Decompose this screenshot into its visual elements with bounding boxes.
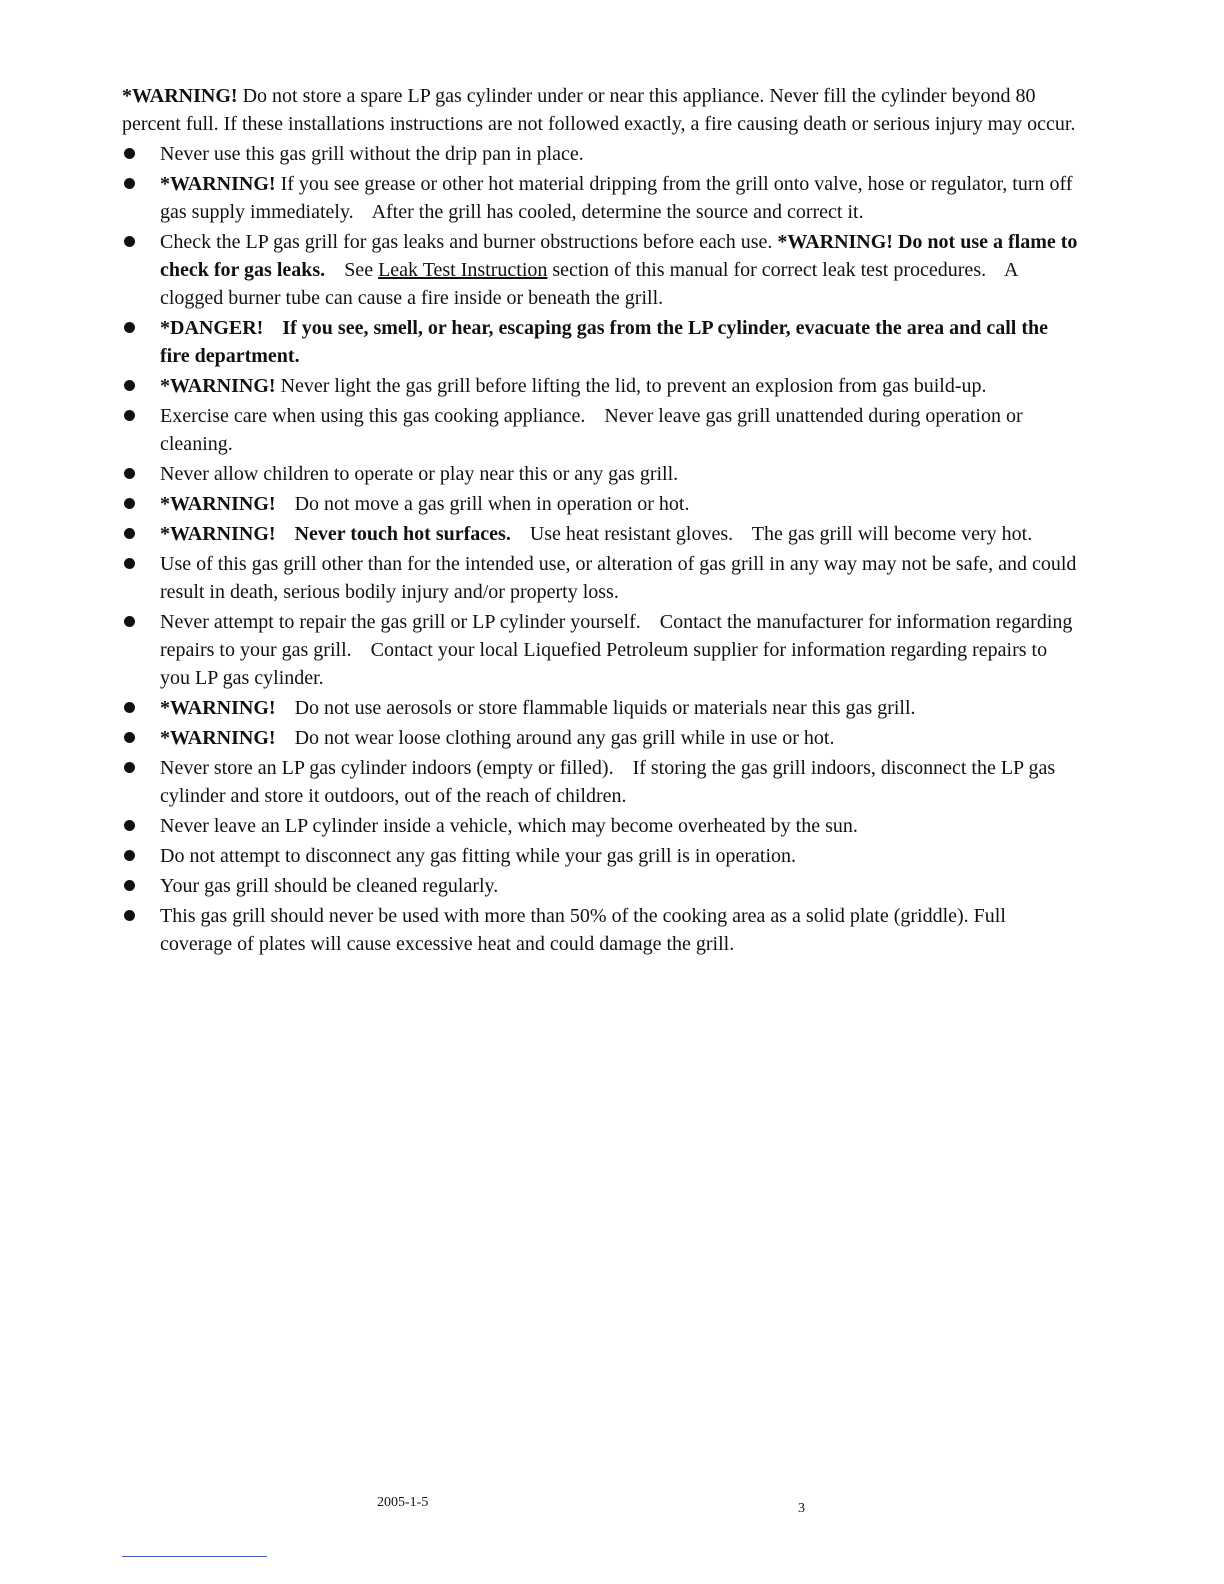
item-text: If you see grease or other hot material dripping from the grill onto valve, hose or regulator, turn off gas supply immediately. [160, 173, 1073, 223]
bullet-icon [124, 616, 135, 627]
list-item [122, 608, 1082, 692]
warning-label: *WARNING! [160, 375, 276, 397]
list-item [122, 694, 1082, 722]
danger-text: If you see, smell, or hear, escaping gas from the LP cylinder, evacuate the area and call the fire department. [160, 317, 1049, 367]
danger-label: *DANGER! [160, 317, 264, 339]
bullet-icon [124, 880, 135, 891]
item-text: Exercise care when using this gas cooking appliance. [160, 405, 586, 427]
footer-date: 2005-1-5 [377, 1495, 429, 1510]
list-item [122, 550, 1082, 606]
list-item [122, 520, 1082, 548]
bullet-icon [124, 910, 135, 921]
item-text: Never allow children to operate or play near this or any gas grill. [160, 463, 679, 485]
bullet-icon [124, 322, 135, 333]
item-text: The gas grill will become very hot. [751, 523, 1033, 545]
warning-label: *WARNING! [160, 697, 276, 719]
warning-label: *WARNING! [160, 523, 276, 545]
bullet-icon [124, 732, 135, 743]
item-text: Never light the gas grill before lifting the lid, to prevent an explosion from gas build-up. [280, 375, 987, 397]
item-text: Never leave an LP cylinder inside a vehicle, which may become overheated by the sun. [160, 815, 858, 837]
list-item [122, 872, 1082, 900]
item-text: Never leave gas grill unattended during operation or cleaning. [160, 405, 1023, 455]
list-item [122, 170, 1082, 226]
item-text: Never use this gas grill without the drip pan in place. [160, 143, 584, 165]
item-text: Do not attempt to disconnect any gas fitting while your gas grill is in operation. [160, 845, 796, 867]
warning-label: *WARNING! [160, 727, 276, 749]
item-text: Use heat resistant gloves. [529, 523, 734, 545]
item-text: A clogged burner tube can cause a fire inside or beneath the grill. [160, 259, 1018, 309]
list-item [122, 460, 1082, 488]
bullet-icon [124, 410, 135, 421]
item-text: Contact your local Liquefied Petroleum supplier for information regarding repairs to you LP gas cylinder. [160, 639, 1048, 689]
bullet-icon [124, 558, 135, 569]
list-item [122, 842, 1082, 870]
item-text: Check the LP gas grill for gas leaks and burner obstructions before each use. [160, 231, 773, 253]
bullet-icon [124, 236, 135, 247]
bullet-icon [124, 380, 135, 391]
bullet-icon [124, 702, 135, 713]
warning-label: *WARNING! [160, 173, 276, 195]
item-text: Never store an LP gas cylinder indoors (empty or filled). [160, 757, 614, 779]
item-text: section of this manual for correct leak test procedures. [552, 259, 987, 281]
bullet-icon [124, 148, 135, 159]
item-text: This gas grill should never be used with more than 50% of the cooking area as a solid plate (griddle). Full coverage of plates will cause excessive heat and could damage the grill. [160, 905, 1006, 955]
item-text: Do not move a gas grill when in operation or hot. [294, 493, 690, 515]
list-item [122, 228, 1082, 312]
item-text: If storing the gas grill indoors, disconnect the LP gas cylinder and store it outdoors, out of the reach of children. [160, 757, 1056, 807]
item-text: Your gas grill should be cleaned regularly. [160, 875, 499, 897]
item-text: See [344, 259, 374, 281]
bullet-icon [124, 850, 135, 861]
warning-label: *WARNING! [122, 85, 238, 107]
bullet-icon [124, 178, 135, 189]
bullet-icon [124, 468, 135, 479]
footer-divider [122, 1556, 267, 1557]
intro-warning [122, 82, 1082, 138]
warning-bold-text: *WARNING! Do not use a flame to check for gas leaks. [160, 231, 1078, 281]
list-item [122, 754, 1082, 810]
item-text: After the grill has cooled, determine the source and correct it. [371, 201, 864, 223]
list-item [122, 490, 1082, 518]
bullet-icon [124, 528, 135, 539]
page-number: 3 [798, 1501, 805, 1516]
list-item [122, 724, 1082, 752]
leak-test-instruction-link[interactable]: Leak Test Instruction [378, 259, 548, 281]
warning-label: *WARNING! [160, 493, 276, 515]
list-item [122, 372, 1082, 400]
warning-bold-text: Never touch hot surfaces. [294, 523, 511, 545]
bullet-icon [124, 498, 135, 509]
list-item [122, 902, 1082, 958]
list-item [122, 314, 1082, 370]
intro-text: Do not store a spare LP gas cylinder under or near this appliance. Never fill the cylinder beyond 80 percent full. If these installations instructions are not followed exactly, a fire causing death or serious injury may occur. [122, 85, 1076, 135]
list-item [122, 140, 1082, 168]
item-text: Never attempt to repair the gas grill or LP cylinder yourself. [160, 611, 641, 633]
item-text: Do not use aerosols or store flammable liquids or materials near this gas grill. [294, 697, 916, 719]
safety-list [122, 140, 1082, 958]
item-text: Do not wear loose clothing around any gas grill while in use or hot. [294, 727, 835, 749]
item-text: Contact the manufacturer for information regarding repairs to your gas grill. [160, 611, 1073, 661]
item-text: Use of this gas grill other than for the intended use, or alteration of gas grill in any way may not be safe, and could result in death, serious bodily injury and/or property loss. [160, 553, 1077, 603]
bullet-icon [124, 762, 135, 773]
bullet-icon [124, 820, 135, 831]
list-item [122, 812, 1082, 840]
list-item [122, 402, 1082, 458]
document-body [122, 82, 1082, 960]
